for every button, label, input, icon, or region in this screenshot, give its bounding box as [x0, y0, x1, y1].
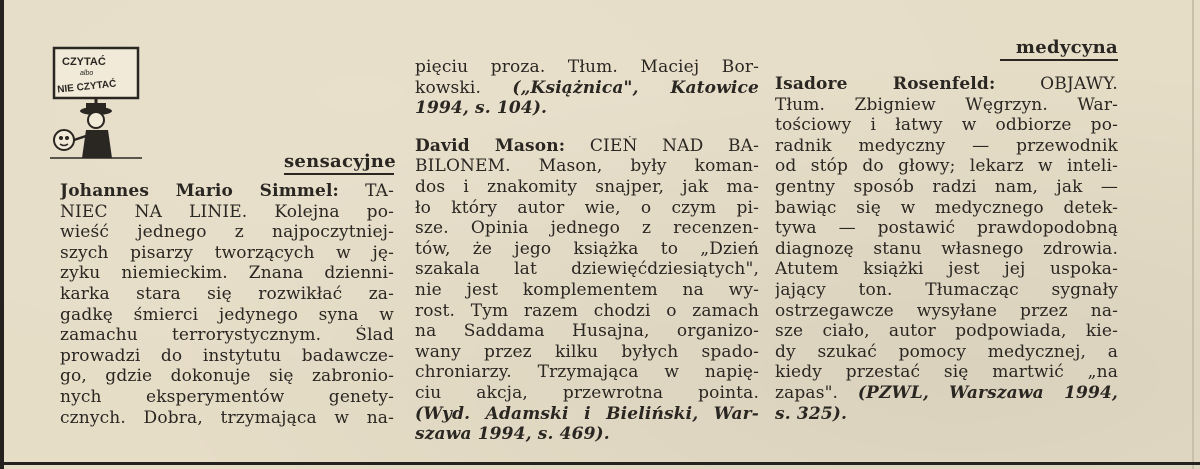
col3-line-13: dy szukać pomocy medycznej, a: [775, 341, 1118, 362]
col2-line-7: nie jest komplementem na wy-: [415, 279, 759, 300]
col3-pages: s. 325).: [775, 403, 848, 424]
col3-line-2: tościowy i łatwy w odbiorze po-: [775, 115, 1118, 136]
col3-line-0: [775, 74, 1118, 95]
logo-line-2: albo: [80, 70, 94, 77]
left-border-rule: [0, 0, 4, 469]
col3-line-3: radnik medyczny — przewodnik: [775, 135, 1118, 156]
column-3: [775, 74, 1118, 424]
col3-line-0-text: OBJAWY.: [995, 74, 1118, 94]
col2-top-line-1: [415, 78, 759, 99]
col1-author: Johannes Mario Simmel:: [60, 181, 339, 201]
col2-line-6: szakala lat dziewięćdziesiątych",: [415, 259, 759, 280]
col2-line-1: BILONEM. Mason, były koman-: [415, 156, 759, 177]
logo-line-1: CZYTAĆ: [62, 56, 106, 68]
logo-line-3: NIE CZYTAĆ: [56, 78, 117, 96]
col2-gap: [415, 119, 759, 136]
col1-line-1: NIEC NA LINIE. Kolejna po-: [60, 201, 394, 222]
col2-author: David Mason:: [415, 135, 566, 156]
col2-line-10: wany przez kilku byłych spado-: [415, 341, 759, 362]
col3-line-11: ostrzegawcze wysyłane przez na-: [775, 300, 1118, 321]
col3-line-14: kiedy przestać się martwić „na: [775, 362, 1118, 383]
col2-line-5: tów, że jego książka to „Dzień: [415, 238, 759, 259]
column-2: [415, 57, 759, 445]
col3-line-9: Atutem książki jest jej uspoka-: [775, 259, 1118, 280]
col1-line-9: go, gdzie dokonuje się zabronio-: [60, 366, 394, 387]
col3-line-4: od stóp do głowy; lekarz w inteli-: [775, 156, 1118, 177]
col1-line-0: [60, 181, 394, 202]
col1-line-4: zyku niemieckim. Znana dzienni-: [60, 263, 394, 284]
col2-line-12: ciu akcja, przewrotna pointa.: [415, 382, 759, 403]
bottom-border-rule: [0, 462, 1200, 465]
section-header-sensacyjne: sensacyjne: [284, 152, 394, 175]
col2-line-8: rost. Tym razem chodzi o zamach: [415, 300, 759, 321]
col3-line-15-text: zapas".: [775, 382, 858, 403]
col2-line-9: na Saddama Husajna, organizo-: [415, 321, 759, 342]
col3-line-5: gentny sposób radzi nam, jak —: [775, 176, 1118, 197]
col3-line-15: [775, 383, 1118, 404]
col1-line-3: szych pisarzy tworzących w ję-: [60, 242, 394, 263]
czytac-logo-icon: [42, 40, 152, 165]
col1-line-11: cznych. Dobra, trzymająca w na-: [60, 407, 394, 428]
col2-line-4: sze. Opinia jednego z recenzen-: [415, 218, 759, 239]
col3-line-10: jający ton. Tłumacząc sygnały: [775, 279, 1118, 300]
col2-line-0-text: CIEŃ NAD BA-: [565, 135, 759, 156]
col1-line-2: wieść jednego z najpoczytniej-: [60, 222, 394, 243]
col2-line-0: [415, 136, 759, 157]
col3-publisher: (PZWL, Warszawa 1994,: [857, 382, 1118, 403]
right-edge: [1192, 0, 1194, 469]
col2-line-2: dos i znakomity snajper, jak ma-: [415, 176, 759, 197]
col1-line-7: zamachu terrorystycznym. Ślad: [60, 325, 394, 346]
column-1: [60, 181, 394, 428]
col3-line-6: bawiąc się w medycznego detek-: [775, 197, 1118, 218]
col2-line-11: chroniarzy. Trzymająca w napię-: [415, 362, 759, 383]
col1-line-0-text: TA-: [365, 181, 394, 201]
col3-line-8: diagnozę stanu własnego zdrowia.: [775, 238, 1118, 259]
col2-top-line-2: 1994, s. 104).: [415, 98, 548, 119]
section-header-medycyna: medycyna: [1000, 38, 1118, 61]
col2-line-3: ło który autor wie, o czym pi-: [415, 197, 759, 218]
col1-line-10: nych eksperymentów genety-: [60, 386, 394, 407]
col1-line-8: prowadzi do instytutu badawcze-: [60, 345, 394, 366]
col2-publisher-1: („Książnica", Katowice: [512, 77, 759, 98]
col3-line-7: tywa — postawić prawdopodobną: [775, 218, 1118, 239]
col2-italic-line-1: szawa 1994, s. 469).: [415, 424, 610, 445]
col1-line-5: karka stara się rozwikłać za-: [60, 283, 394, 304]
col3-author: Isadore Rosenfeld:: [775, 74, 996, 94]
col2-top-line-0: pięciu proza. Tłum. Maciej Bor-: [415, 57, 759, 77]
col2-italic-line-0: (Wyd. Adamski i Bieliński, War-: [415, 403, 759, 424]
col1-line-6: gadkę śmierci jedynego syna w: [60, 304, 394, 325]
col2-top-line-1-text: kowski.: [415, 77, 513, 98]
col3-line-1: Tłum. Zbigniew Węgrzyn. War-: [775, 94, 1118, 115]
col3-line-12: sze ciało, autor podpowiada, kie-: [775, 321, 1118, 342]
